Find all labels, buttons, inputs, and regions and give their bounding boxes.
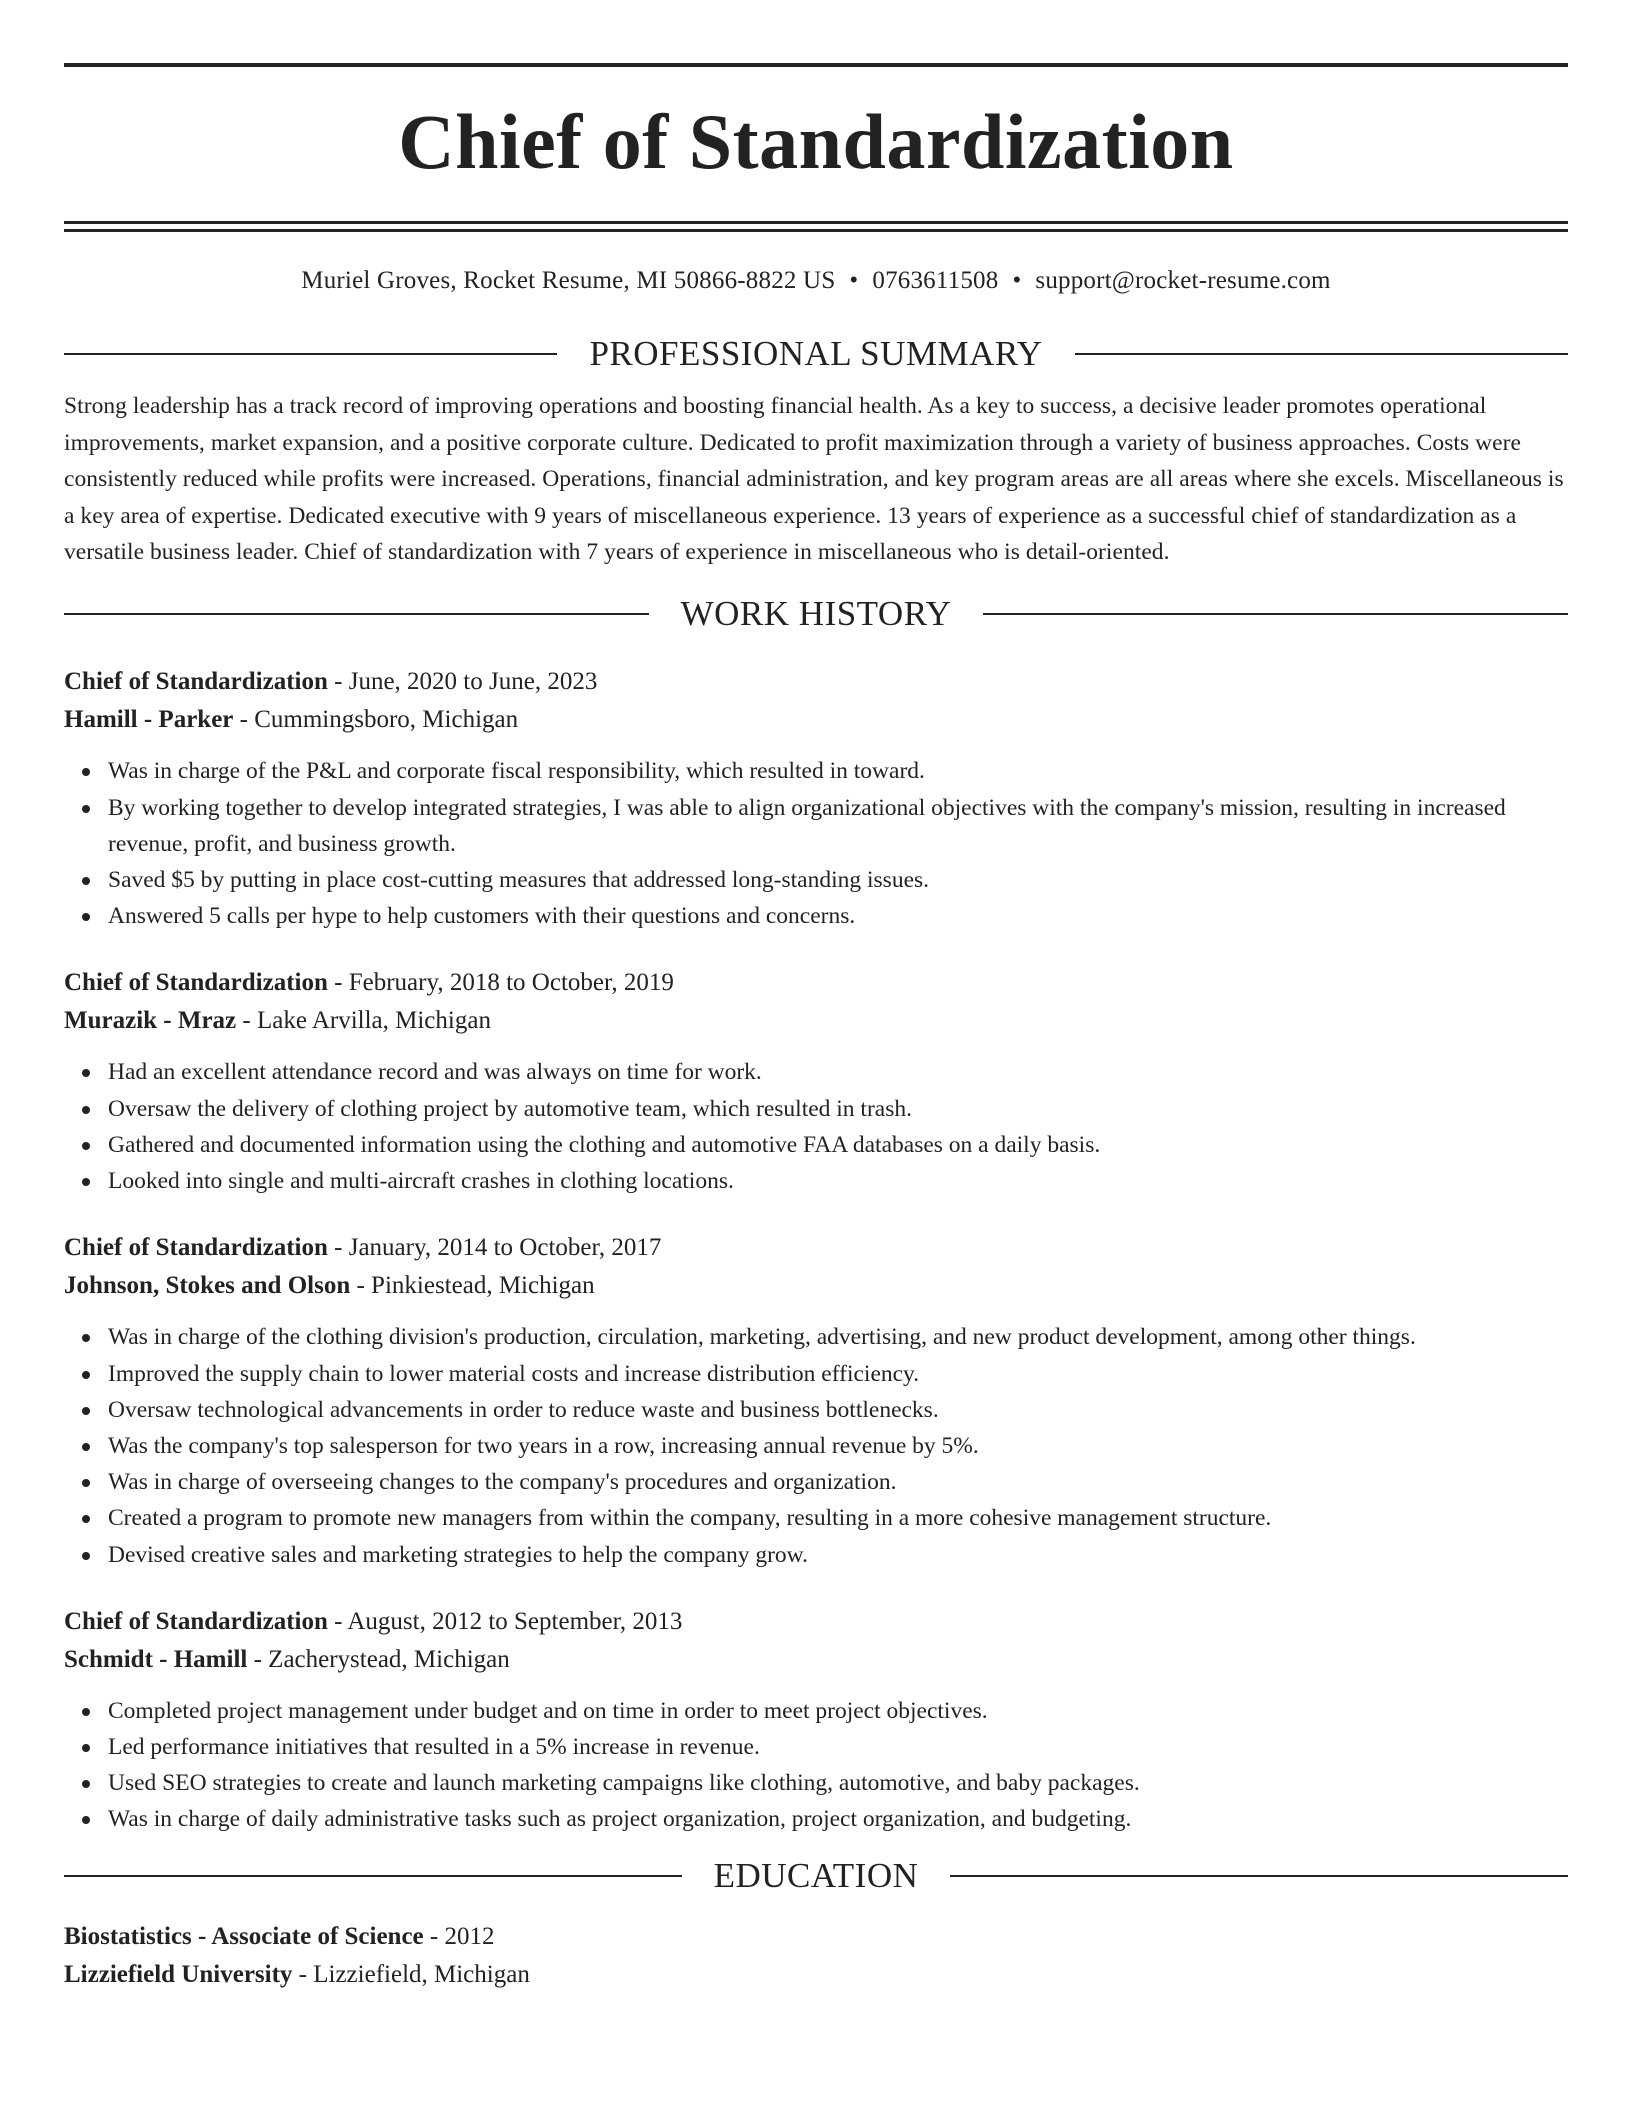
job-bullet: Improved the supply chain to lower material costs and increase distribution efficiency. xyxy=(108,1356,1568,1392)
education-year: - 2012 xyxy=(423,1922,495,1950)
job-dates: - January, 2014 to October, 2017 xyxy=(327,1234,662,1262)
job-title-line xyxy=(64,1229,1568,1267)
job-bullet: Completed project management under budget and on time in order to meet project objectives. xyxy=(108,1693,1568,1729)
education-heading xyxy=(64,1856,1568,1896)
job-bullet: Devised creative sales and marketing strategies to help the company grow. xyxy=(108,1537,1568,1573)
heading-rule xyxy=(983,613,1568,615)
job-company-line xyxy=(64,1267,1568,1305)
job-title: Chief of Standardization xyxy=(64,969,328,997)
job-entry xyxy=(64,663,1568,934)
job-entry xyxy=(64,1603,1568,1838)
page-title: Chief of Standardization xyxy=(398,98,1234,185)
education-entry xyxy=(64,1918,1568,1994)
job-title: Chief of Standardization xyxy=(64,1607,328,1635)
title-double-rule xyxy=(64,221,1568,232)
job-bullet: Led performance initiatives that resulted in a 5% increase in revenue. xyxy=(108,1729,1568,1765)
job-bullet: Used SEO strategies to create and launch marketing campaigns like clothing, automotive, and baby packages. xyxy=(108,1765,1568,1801)
job-location: - Pinkiestead, Michigan xyxy=(350,1272,595,1300)
work-heading-label: WORK HISTORY xyxy=(680,594,952,634)
job-bullets xyxy=(64,753,1568,934)
job-title: Chief of Standardization xyxy=(64,1234,328,1262)
heading-rule xyxy=(1075,353,1568,355)
job-bullet: Answered 5 calls per hype to help customers with their questions and concerns. xyxy=(108,898,1568,934)
job-bullet: Looked into single and multi-aircraft crashes in clothing locations. xyxy=(108,1163,1568,1199)
job-bullet: Created a program to promote new managers from within the company, resulting in a more cohesive management structure. xyxy=(108,1500,1568,1536)
heading-rule xyxy=(64,613,649,615)
job-entry xyxy=(64,964,1568,1199)
heading-rule xyxy=(950,1875,1568,1877)
heading-rule xyxy=(64,1875,682,1877)
education-degree-line xyxy=(64,1918,1568,1956)
job-bullets xyxy=(64,1319,1568,1572)
job-bullet: Oversaw technological advancements in order to reduce waste and business bottlenecks. xyxy=(108,1392,1568,1428)
education-school: Lizziefield University xyxy=(64,1960,293,1988)
job-bullet: Gathered and documented information using the clothing and automotive FAA databases on a daily basis. xyxy=(108,1127,1568,1163)
job-company-line xyxy=(64,1002,1568,1040)
contact-email: support@rocket-resume.com xyxy=(1035,267,1331,294)
job-company-line xyxy=(64,701,1568,739)
resume-page xyxy=(64,63,1568,1994)
job-bullet: Was in charge of overseeing changes to the company's procedures and organization. xyxy=(108,1464,1568,1500)
top-rule xyxy=(64,63,1568,67)
job-bullet: Had an excellent attendance record and was always on time for work. xyxy=(108,1054,1568,1090)
contact-separator: • xyxy=(849,267,859,294)
education-heading-label: EDUCATION xyxy=(713,1855,919,1895)
job-bullet: Was in charge of the P&L and corporate fiscal responsibility, which resulted in toward. xyxy=(108,753,1568,789)
education-degree: Biostatistics - Associate of Science xyxy=(64,1922,424,1950)
job-bullet: By working together to develop integrated strategies, I was able to align organizational objectives with the company's mission, resulting in increased revenue, profit, and business growth. xyxy=(108,790,1568,862)
contact-phone: 0763611508 xyxy=(872,267,999,294)
job-company-line xyxy=(64,1641,1568,1679)
job-dates: - June, 2020 to June, 2023 xyxy=(327,668,598,696)
contact-address: Muriel Groves, Rocket Resume, MI 50866-8822 US xyxy=(301,267,836,294)
education-location: - Lizziefield, Michigan xyxy=(292,1960,530,1988)
job-bullet: Oversaw the delivery of clothing project by automotive team, which resulted in trash. xyxy=(108,1091,1568,1127)
contact-line xyxy=(64,266,1568,296)
job-title-line xyxy=(64,964,1568,1002)
job-bullets xyxy=(64,1054,1568,1199)
job-bullet: Was the company's top salesperson for two years in a row, increasing annual revenue by 5%. xyxy=(108,1428,1568,1464)
job-company: Schmidt - Hamill xyxy=(64,1645,248,1673)
job-dates: - August, 2012 to September, 2013 xyxy=(327,1607,683,1635)
job-bullet: Saved $5 by putting in place cost-cutting measures that addressed long-standing issues. xyxy=(108,862,1568,898)
job-location: - Cummingsboro, Michigan xyxy=(233,706,519,734)
job-title-line xyxy=(64,663,1568,701)
summary-heading xyxy=(64,334,1568,374)
heading-rule xyxy=(64,353,557,355)
job-company: Hamill - Parker xyxy=(64,706,234,734)
job-dates: - February, 2018 to October, 2019 xyxy=(327,969,674,997)
summary-text: Strong leadership has a track record of improving operations and boosting financial health. As a key to success, a decisive leader promotes operational improvements, market expansion, and a positive corporate culture. Dedicated to profit maximization through a variety of business approaches. Costs were consistently reduced while profits were increased. Operations, financial administration, and key program areas are all areas where she excels. Miscellaneous is a key area of expertise. Dedicated executive with 9 years of miscellaneous experience. 13 years of experience as a successful chief of standardization as a versatile business leader. Chief of standardization with 7 years of experience in miscellaneous who is detail-oriented. xyxy=(64,393,1564,566)
job-bullets xyxy=(64,1693,1568,1838)
work-heading xyxy=(64,594,1568,634)
job-location: - Zacherystead, Michigan xyxy=(247,1645,510,1673)
job-company: Murazik - Mraz xyxy=(64,1007,237,1035)
job-bullet: Was in charge of the clothing division's production, circulation, marketing, advertising, and new product development, among other things. xyxy=(108,1319,1568,1355)
contact-separator: • xyxy=(1012,267,1022,294)
job-title-line xyxy=(64,1603,1568,1641)
job-company: Johnson, Stokes and Olson xyxy=(64,1272,351,1300)
job-location: - Lake Arvilla, Michigan xyxy=(236,1007,491,1035)
job-entry xyxy=(64,1229,1568,1572)
job-bullet: Was in charge of daily administrative tasks such as project organization, project organization, and budgeting. xyxy=(108,1801,1568,1837)
summary-heading-label: PROFESSIONAL SUMMARY xyxy=(589,334,1043,373)
job-title: Chief of Standardization xyxy=(64,668,328,696)
education-school-line xyxy=(64,1956,1568,1994)
